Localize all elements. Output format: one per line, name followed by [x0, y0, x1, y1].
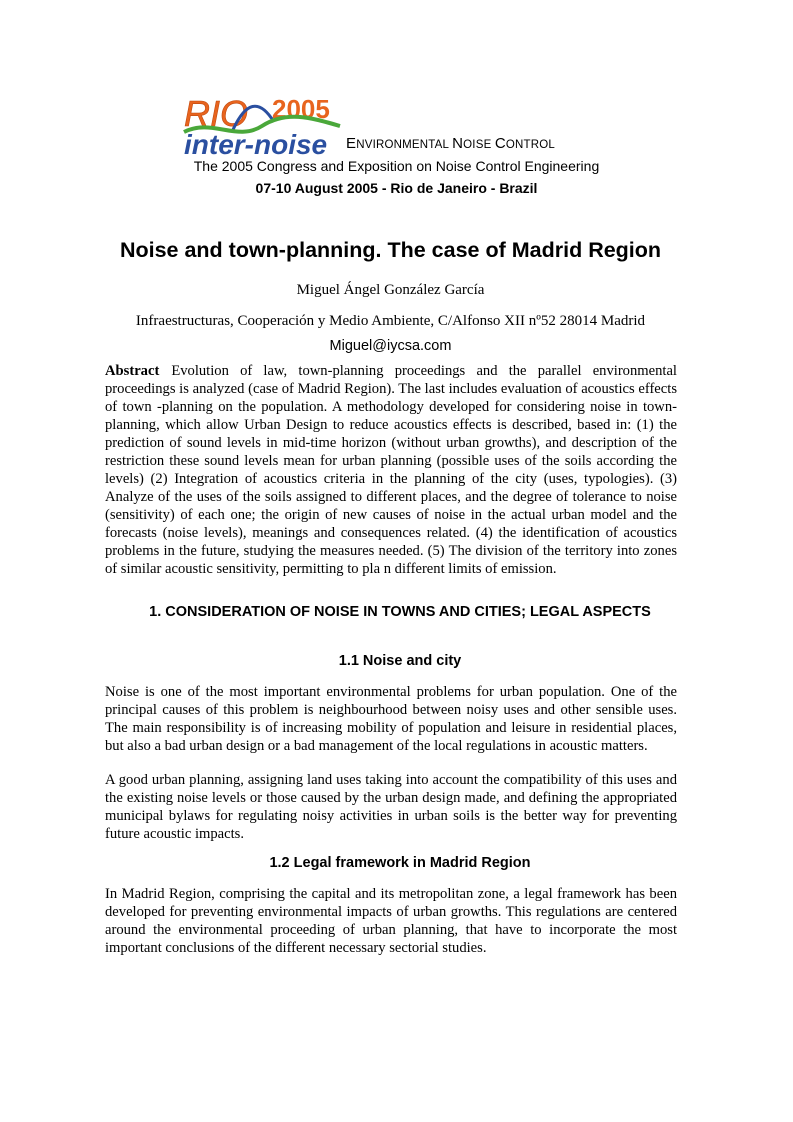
section-1-2-heading: 1.2 Legal framework in Madrid Region: [269, 855, 531, 871]
section-1-2-paragraph-1: In Madrid Region, comprising the capital and its metropolitan zone, a legal framework has been developed for preventing environmental impacts of urban growths. This regulations are centered around the environmental proceeding of urban planning, that have to incorporate the most important conclusions of the different necessary sectorial studies.: [105, 886, 677, 956]
paper-title: Noise and town-planning. The case of Madrid Region: [119, 238, 662, 262]
logo-brand-text: inter-noise: [184, 129, 328, 160]
paper-author: Miguel Ángel González García: [296, 282, 485, 298]
section-1-1-heading: 1.1 Noise and city: [338, 653, 462, 669]
abstract-text: Evolution of law, town-planning proceedings and the parallel environmental proceedings is analyzed (case of Madrid Region). The last includes evaluation of acoustics effects of town -planning on the population. A methodology developed for considering noise in town-planning, which allow Urban Design to reduce acoustics effects is described, based in: (1) the prediction of sound levels in mid-time horizon (without urban growths), and description of the restriction these sound levels mean for urban planning (possible uses of the soils according the levels) (2) Integration of acoustics criteria in the planning of the city (uses, typologies). (3) Analyze of the uses of the soils assigned to different places, and the degree of tolerance to noise (sensitivity) of each one; the origin of new causes of noise in the actual urban model and the forecasts (noise levels), meanings and consequences related. (4) the identification of acoustics problems in the future, studying the measures needed. (5) The division of the territory into zones of similar acoustic sensitivity, permitting to pla n different limits of emission.: [105, 363, 677, 577]
conference-header: [0, 0, 793, 200]
conference-dates: 07-10 August 2005 - Rio de Janeiro - Brazil: [255, 180, 538, 196]
author-email[interactable]: Miguel@iycsa.com: [329, 338, 452, 354]
conference-logo: [182, 92, 342, 160]
logo-rio-text: RIO: [184, 93, 249, 134]
logo-year-text: 2005: [272, 94, 330, 124]
abstract-label: Abstract: [105, 363, 160, 379]
section-1-1-paragraph-1: Noise is one of the most important environmental problems for urban population. One of the principal causes of this problem is neighbourhood between noisy uses and other sensible uses. The main responsibility is of increasing mobility of population and leisure in residential places, but also a bad urban design or a bad management of the local regulations in acoustic matters.: [105, 684, 677, 754]
conference-subtitle: The 2005 Congress and Exposition on Noise Control Engineering: [193, 158, 600, 174]
rio-internoise-logo-icon: [182, 92, 342, 160]
abstract: [105, 362, 677, 578]
paper-affiliation: Infraestructuras, Cooperación y Medio Ambiente, C/Alfonso XII nº52 28014 Madrid: [135, 313, 646, 329]
section-1-1-paragraph-2: A good urban planning, assigning land uses taking into account the compatibility of this uses and the existing noise levels or those caused by the urban design made, and defining the appropriated municipal bylaws for regulating noisy activities in urban soils is the better way for preventing future acoustic impacts.: [105, 772, 677, 842]
section-1-heading: 1. CONSIDERATION OF NOISE IN TOWNS AND CITIES; LEGAL ASPECTS: [149, 604, 651, 620]
conference-name: ENVIRONMENTAL NOISE CONTROL: [346, 135, 556, 152]
